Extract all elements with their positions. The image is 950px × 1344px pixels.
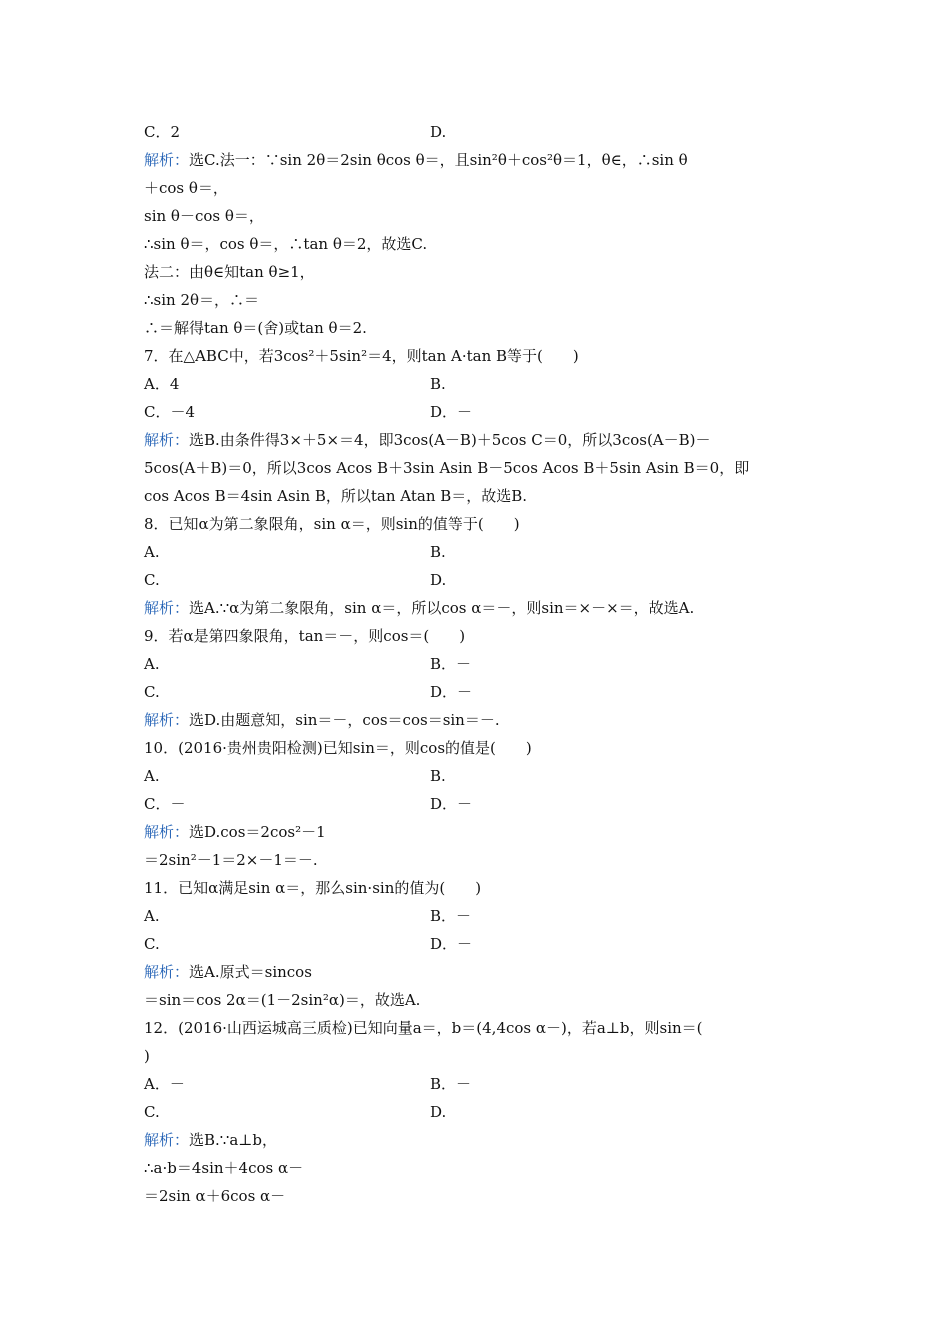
text-line: sin θ－cos θ＝， bbox=[144, 207, 264, 225]
option-a: A. bbox=[144, 907, 160, 925]
text-line: 法二：由θ∈知tan θ≥1， bbox=[144, 263, 315, 281]
question-10: 10．(2016·贵州贵阳检测)已知sin＝，则cos的值是( ) bbox=[144, 739, 532, 757]
question-7: 7．在△ABC中，若3cos²＋5sin²＝4，则tan A·tan B等于( ) bbox=[144, 347, 579, 365]
solution-line bbox=[144, 596, 808, 620]
text-line: ) bbox=[144, 1047, 150, 1065]
option-b: B. bbox=[430, 375, 446, 393]
solution-text: 选D.cos＝2cos²－1 bbox=[189, 823, 326, 841]
text-line: 5cos(A＋B)＝0，所以3cos Acos B＋3sin Asin B－5cos Acos B＋5sin Asin B＝0，即 bbox=[144, 459, 750, 477]
solution-line bbox=[144, 148, 808, 172]
solution-label: 解析： bbox=[144, 151, 190, 169]
solution-label: 解析： bbox=[144, 1131, 190, 1149]
option-a: A．4 bbox=[144, 375, 180, 393]
solution-text: 选A.∵α为第二象限角，sin α＝，所以cos α＝－，则sin＝×－×＝，故选A. bbox=[189, 599, 695, 617]
option-d: D．－ bbox=[430, 795, 473, 813]
solution-text: 选B.由条件得3×＋5×＝4，即3cos(A－B)＋5cos C＝0，所以3cos(A－B)－ bbox=[189, 431, 711, 449]
option-d: D. bbox=[430, 1103, 447, 1121]
text-line: ∴a·b＝4sin＋4cos α－ bbox=[144, 1159, 304, 1177]
option-d: D. bbox=[430, 123, 447, 141]
question-9: 9．若α是第四象限角，tan＝－，则cos＝( ) bbox=[144, 627, 466, 645]
text-line: ＝sin＝cos 2α＝(1－2sin²α)＝，故选A. bbox=[144, 991, 421, 1009]
option-d: D．－ bbox=[430, 683, 473, 701]
option-c: C. bbox=[144, 683, 160, 701]
option-a: A. bbox=[144, 543, 160, 561]
question-11: 11．已知α满足sin α＝，那么sin·sin的值为( ) bbox=[144, 879, 482, 897]
solution-text: 选A.原式＝sincos bbox=[189, 963, 312, 981]
option-b: B. bbox=[430, 767, 446, 785]
text-line: ∴＝解得tan θ＝(舍)或tan θ＝2. bbox=[144, 319, 367, 337]
option-c: C. bbox=[144, 1103, 160, 1121]
solution-label: 解析： bbox=[144, 823, 190, 841]
solution-text: 选C.法一：∵sin 2θ＝2sin θcos θ＝，且sin²θ＋cos²θ＝1，θ∈，∴sin θ bbox=[189, 151, 688, 169]
option-b: B．－ bbox=[430, 655, 472, 673]
option-d: D．－ bbox=[430, 935, 473, 953]
solution-line bbox=[144, 1128, 808, 1152]
question-12: 12．(2016·山西运城高三质检)已知向量a＝，b＝(4,4cos α－)，若a⊥b，则sin＝( bbox=[144, 1019, 703, 1037]
text-line: cos Acos B＝4sin Asin B，所以tan Atan B＝，故选B. bbox=[144, 487, 528, 505]
text-line: ∴sin θ＝，cos θ＝，∴tan θ＝2，故选C. bbox=[144, 235, 428, 253]
option-b: B．－ bbox=[430, 907, 472, 925]
solution-text: 选B.∵a⊥b， bbox=[189, 1131, 278, 1149]
option-c: C．2 bbox=[144, 123, 181, 141]
solution-label: 解析： bbox=[144, 431, 190, 449]
solution-label: 解析： bbox=[144, 963, 190, 981]
solution-line bbox=[144, 428, 808, 452]
solution-text: 选D.由题意知，sin＝－，cos＝cos＝sin＝－. bbox=[189, 711, 500, 729]
option-c: C. bbox=[144, 935, 160, 953]
option-d: D．－ bbox=[430, 403, 473, 421]
option-c: C．－4 bbox=[144, 403, 196, 421]
option-a: A. bbox=[144, 767, 160, 785]
solution-line bbox=[144, 708, 808, 732]
option-b: B. bbox=[430, 543, 446, 561]
solution-line bbox=[144, 960, 808, 984]
text-line: ＝2sin²－1＝2×－1＝－. bbox=[144, 851, 318, 869]
text-line: ＋cos θ＝， bbox=[144, 179, 228, 197]
option-d: D. bbox=[430, 571, 447, 589]
solution-line bbox=[144, 820, 808, 844]
text-line: ＝2sin α＋6cos α－ bbox=[144, 1187, 286, 1205]
option-b: B．－ bbox=[430, 1075, 472, 1093]
option-a: A. bbox=[144, 655, 160, 673]
option-c: C. bbox=[144, 571, 160, 589]
solution-label: 解析： bbox=[144, 599, 190, 617]
question-8: 8．已知α为第二象限角，sin α＝，则sin的值等于( ) bbox=[144, 515, 520, 533]
option-c: C．－ bbox=[144, 795, 186, 813]
option-a: A．－ bbox=[144, 1075, 185, 1093]
text-line: ∴sin 2θ＝，∴＝ bbox=[144, 291, 260, 309]
solution-label: 解析： bbox=[144, 711, 190, 729]
